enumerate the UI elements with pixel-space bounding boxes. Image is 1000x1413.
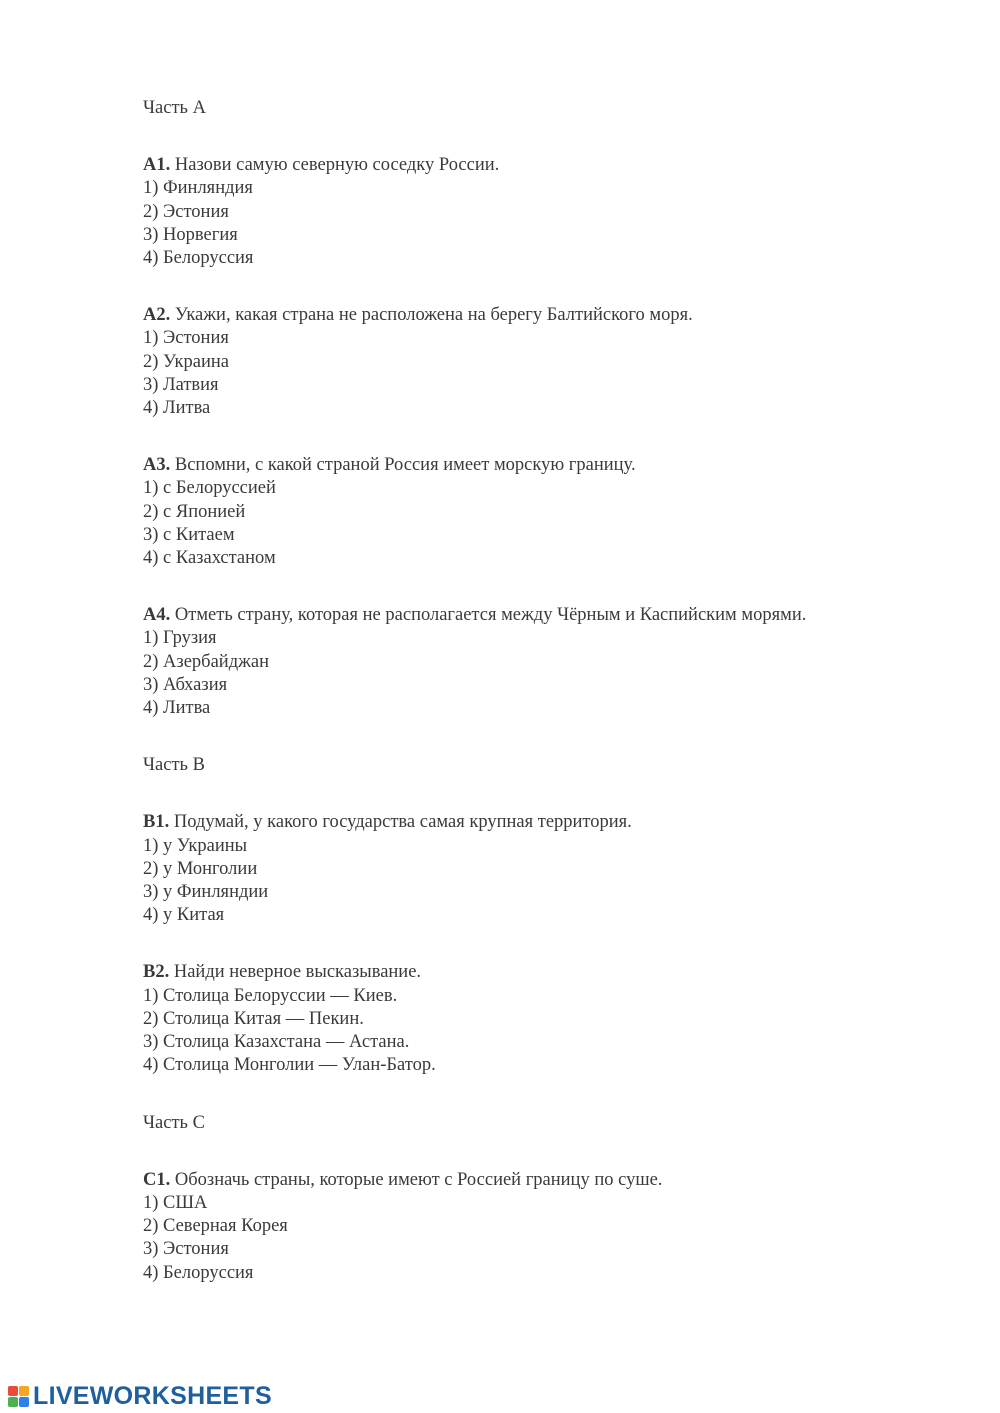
question-a4-option-1[interactable]: 1) Грузия: [143, 628, 217, 649]
logo-square-3: [8, 1397, 18, 1407]
question-b2-text: Найди неверное высказывание.: [169, 962, 422, 983]
question-a2-text: Укажи, какая страна не расположена на берегу Балтийского моря.: [170, 305, 693, 326]
question-a2-option-3[interactable]: 3) Латвия: [143, 374, 219, 395]
logo-square-1: [8, 1386, 18, 1396]
part-b-heading: Часть В: [143, 755, 205, 776]
part-c: [143, 1112, 963, 1285]
question-c1-text: Обозначь страны, которые имеют с Россией границу по суше.: [170, 1169, 663, 1190]
question-b2-prompt: [143, 961, 963, 984]
question-a1-code: А1.: [143, 155, 171, 176]
question-a1-option-3[interactable]: 3) Норвегия: [143, 224, 238, 245]
question-a3-option-3[interactable]: 3) с Китаем: [143, 524, 235, 545]
question-a2: [143, 304, 963, 420]
question-c1-option-3[interactable]: 3) Эстония: [143, 1239, 229, 1260]
question-c1: [143, 1169, 963, 1285]
logo-text: LIVEWORKSHEETS: [33, 1381, 272, 1410]
question-a1-option-2[interactable]: 2) Эстония: [143, 201, 229, 222]
question-a1-option-1[interactable]: 1) Финляндия: [143, 178, 253, 199]
question-a1-text: Назови самую северную соседку России.: [170, 155, 500, 176]
question-b2-code: В2.: [143, 962, 170, 983]
question-a4-code: А4.: [143, 605, 171, 626]
question-c1-option-1[interactable]: 1) США: [143, 1192, 208, 1213]
part-a: [143, 97, 963, 720]
logo-square-2: [19, 1386, 29, 1396]
question-b2-option-4[interactable]: 4) Столица Монголии — Улан-Батор.: [143, 1055, 436, 1076]
question-a3-option-2[interactable]: 2) с Японией: [143, 501, 246, 522]
part-a-heading: Часть А: [143, 98, 206, 118]
question-a2-prompt: [143, 304, 963, 327]
question-a1-prompt: [143, 154, 963, 177]
question-a3-text: Вспомни, с какой страной Россия имеет морскую границу.: [170, 455, 636, 476]
question-c1-option-2[interactable]: 2) Северная Корея: [143, 1216, 288, 1237]
question-b1-code: В1.: [143, 812, 170, 833]
question-a2-option-2[interactable]: 2) Украина: [143, 351, 229, 372]
question-b1: [143, 811, 963, 927]
question-a2-option-1[interactable]: 1) Эстония: [143, 328, 229, 349]
question-a4-option-3[interactable]: 3) Абхазия: [143, 674, 228, 695]
part-b: [143, 754, 963, 1077]
question-b2-option-3[interactable]: 3) Столица Казахстана — Астана.: [143, 1032, 410, 1053]
footer-logo: [8, 1381, 272, 1411]
question-b1-option-1[interactable]: 1) у Украины: [143, 835, 248, 856]
question-a2-code: А2.: [143, 305, 171, 326]
question-b2: [143, 961, 963, 1077]
question-b2-option-2[interactable]: 2) Столица Китая — Пекин.: [143, 1008, 364, 1029]
question-a4-text: Отметь страну, которая не располагается между Чёрным и Каспийским морями.: [170, 605, 807, 626]
question-c1-code: С1.: [143, 1169, 171, 1190]
liveworksheets-logo-icon: [8, 1386, 29, 1407]
question-b2-option-1[interactable]: 1) Столица Белоруссии — Киев.: [143, 985, 398, 1006]
logo-square-4: [19, 1397, 29, 1407]
question-a3-prompt: [143, 454, 963, 477]
question-a4-option-2[interactable]: 2) Азербайджан: [143, 651, 269, 672]
question-c1-option-4[interactable]: 4) Белоруссия: [143, 1262, 254, 1283]
question-b1-prompt: [143, 811, 963, 834]
question-a1: [143, 154, 963, 270]
question-a2-option-4[interactable]: 4) Литва: [143, 398, 211, 419]
question-b1-option-3[interactable]: 3) у Финляндии: [143, 882, 269, 903]
question-a4: [143, 604, 963, 720]
question-c1-prompt: [143, 1169, 963, 1192]
part-c-heading: Часть С: [143, 1112, 205, 1133]
question-a4-option-4[interactable]: 4) Литва: [143, 698, 211, 719]
question-b1-option-2[interactable]: 2) у Монголии: [143, 858, 258, 879]
question-a3-option-1[interactable]: 1) с Белоруссией: [143, 478, 276, 499]
question-a3: [143, 454, 963, 570]
question-a3-option-4[interactable]: 4) с Казахстаном: [143, 548, 276, 569]
question-b1-option-4[interactable]: 4) у Китая: [143, 905, 225, 926]
question-a4-prompt: [143, 604, 963, 627]
question-a1-option-4[interactable]: 4) Белоруссия: [143, 248, 254, 269]
question-b1-text: Подумай, у какого государства самая крупная территория.: [169, 812, 632, 833]
question-a3-code: А3.: [143, 455, 171, 476]
worksheet-page: [143, 97, 963, 1319]
